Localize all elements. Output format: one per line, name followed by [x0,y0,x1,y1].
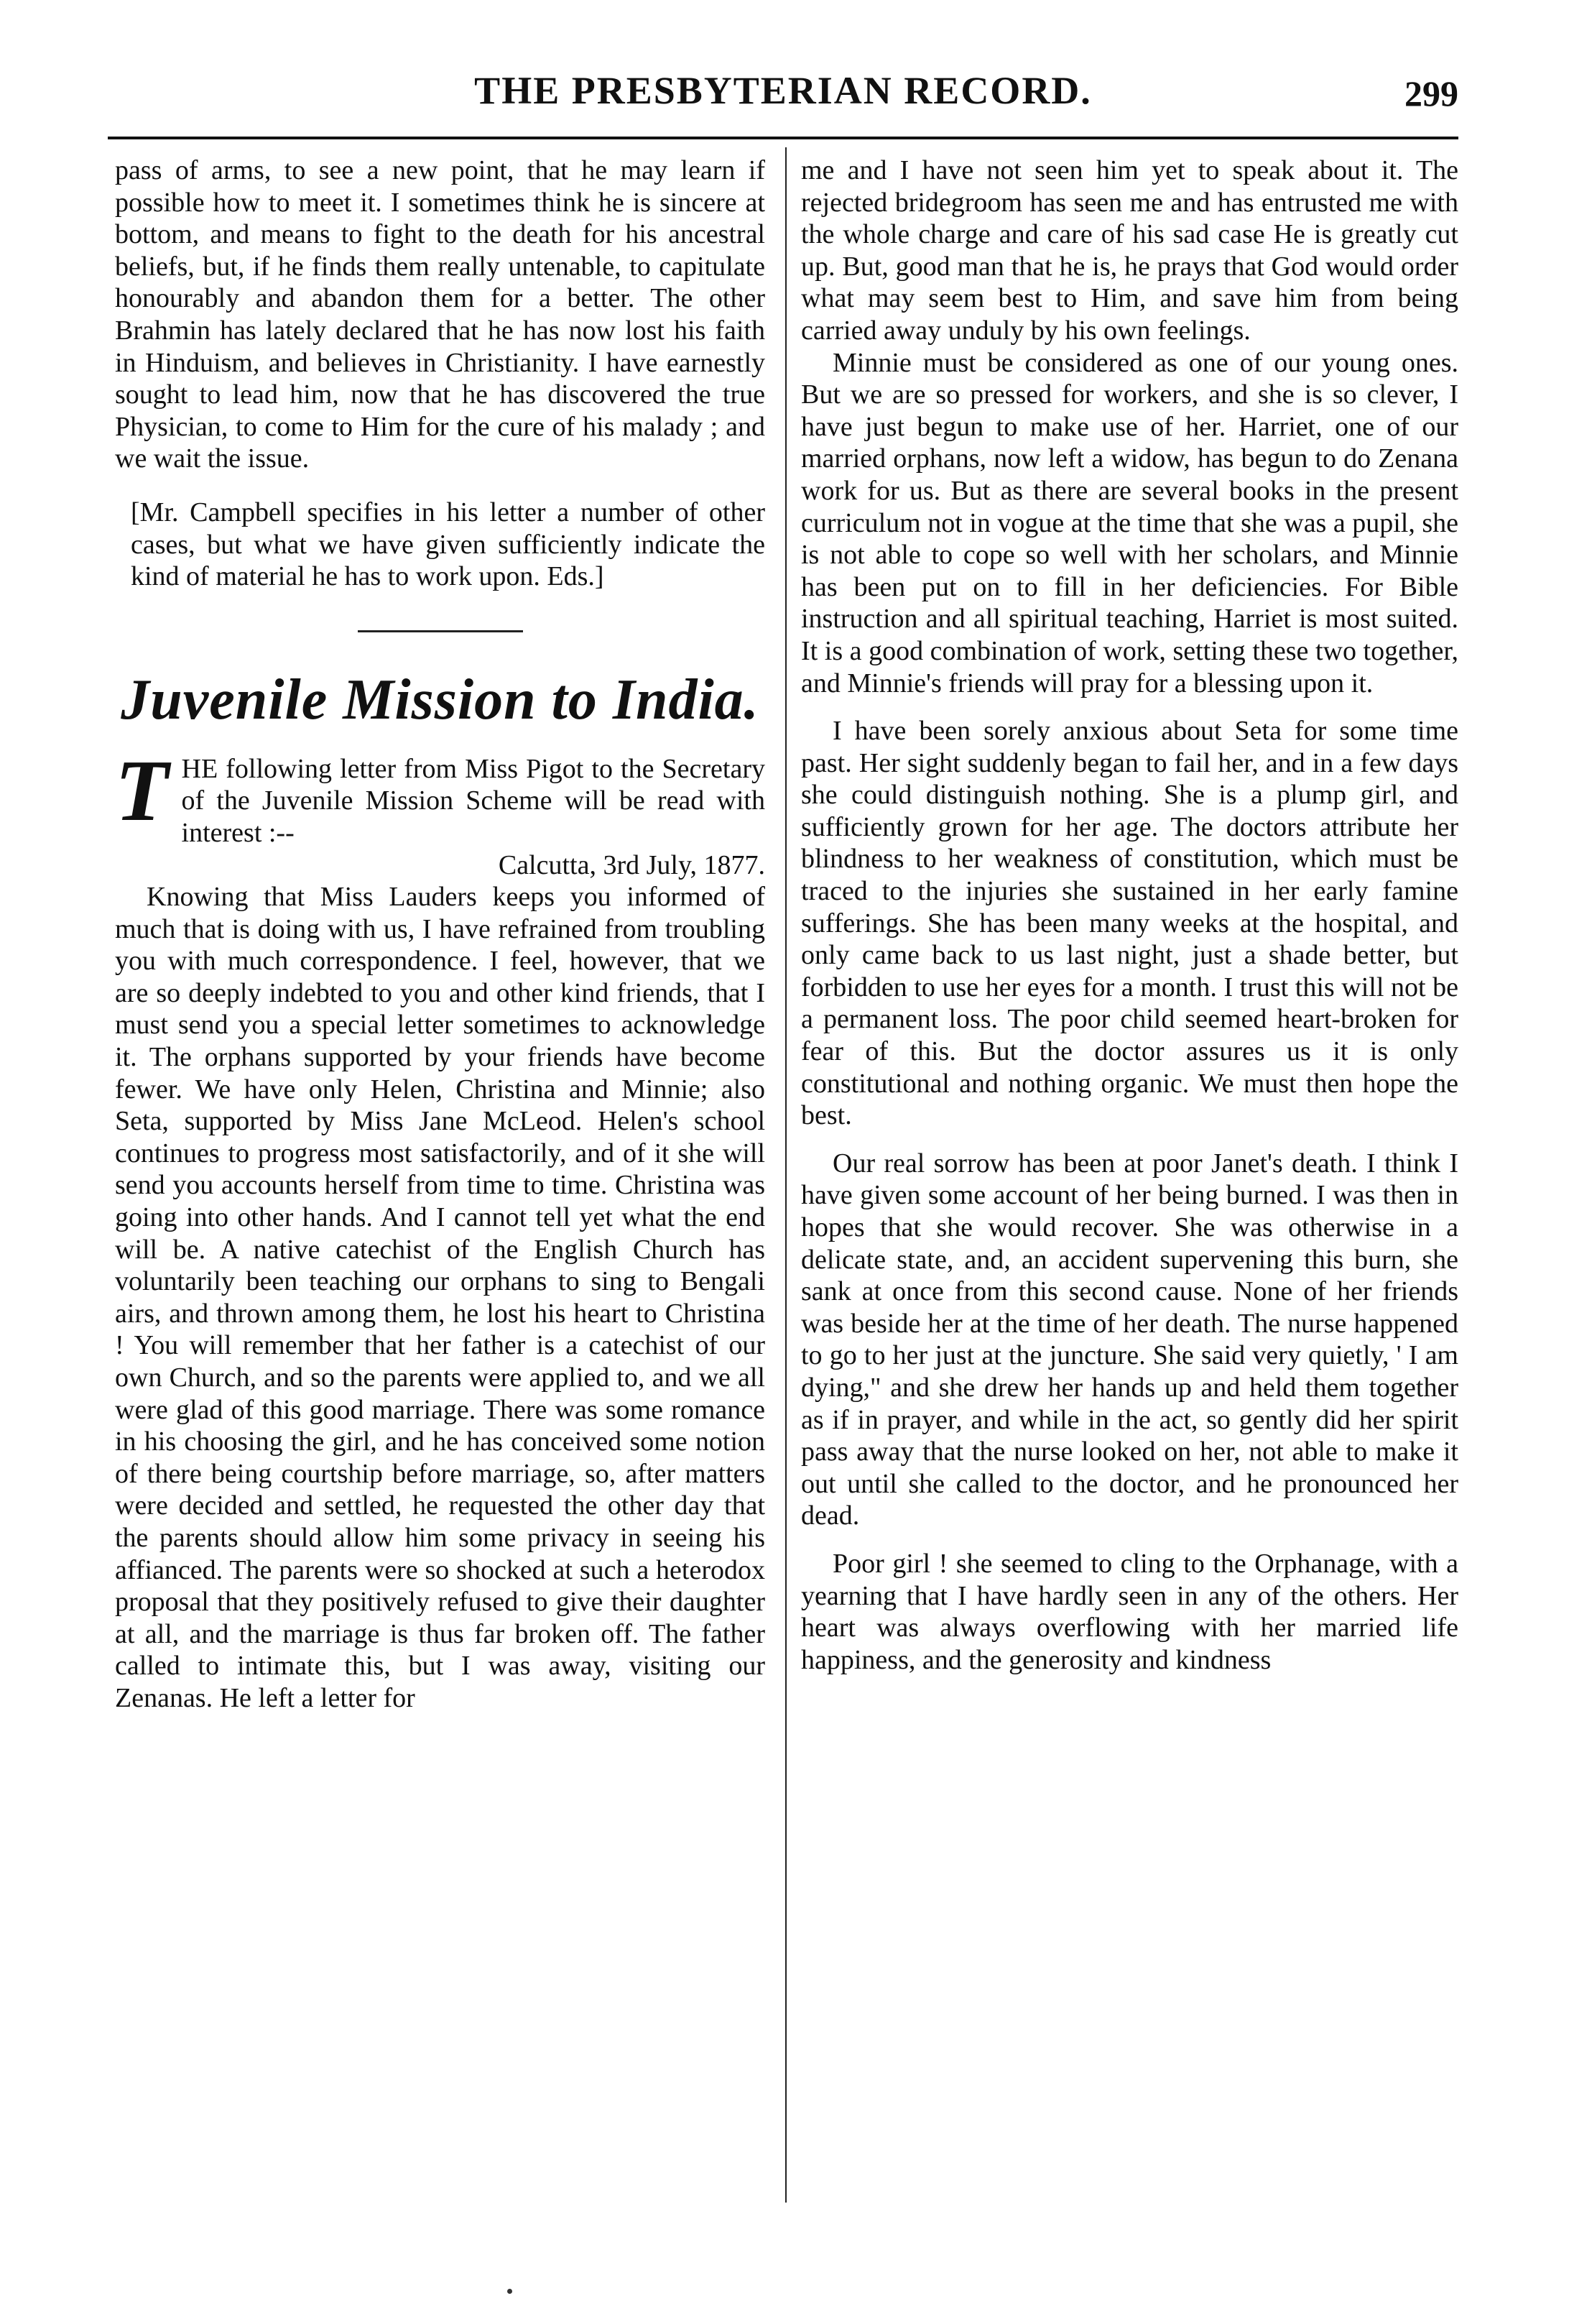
editorial-note [115,497,765,593]
section-separator [358,630,523,632]
drop-cap: T [115,752,169,839]
right-paragraph-3: I have been sorely anxious about Seta for some time past. Her sight suddenly began to fail her, and in a few days she could distinguish nothing. She is a plump girl, and sufficiently grown for her age. The doctors attribute her blindness to her weakness of constitution, which must be traced to the injuries she sustained in her early famine sufferings. She has been many weeks at the hospital, and only came back to us last night, just a shade better, but forbidden to use her eyes for a month. I trust this will not be a permanent loss. The poor child seemed heart-broken for fear of this. But the doctor assures us it is only constitutional and nothing organic. We must then hope the best. [801,716,1458,1131]
right-paragraph-2: Minnie must be considered as one of our young ones. But we are so pressed for workers, and she is so clever, I have just begun to make use of her. Harriet, one of our married orphans, now left a widow, has begun to do Zenana work for us. But as there are several books in the present curriculum not in vogue at the time that she was a pupil, she is not able to cope so well with her scholars, and Minnie has been put on to fill in her deficiencies. For Bible instruction and all spiritual teaching, Harriet is most suited. It is a good combination of work, setting these two together, and Minnie's friends will pray for a blessing upon it. [801,347,1458,698]
right-paragraph-1: me and I have not seen him yet to speak about it. The rejected bridegroom has seen me and has entrusted me with the whole charge and care of his sad case He is greatly cut up. But, good man that he is, he prays that God would order what may seem best to Him, and save him from being carried away unduly by his own feelings. [801,155,1458,346]
right-paragraph-5: Poor girl ! she seemed to cling to the Orphanage, with a yearning that I have hardly seen in any of the others. Her heart was always overflowing with her married life happiness, and the generosity and kindness [801,1548,1458,1675]
letter-dateline: Calcutta, 3rd July, 1877. [498,849,765,880]
intro-paragraph [115,753,765,849]
right-paragraph-4: Our real sorrow has been at poor Janet's death. I think I have given some account of her being burned. I was then in hopes that she would recover. She was otherwise in a delicate state, and, an accident supervening this burn, she sank at once from this second cause. None of her friends was beside her at the time of her death. The nurse happened to go to her just at the juncture. She said very quietly, ' I am dying," and she drew her hands up and held them together as if in prayer, and while in the act, so gently did her spirit pass away that the nurse looked on her, not able to make it out until she called to the doctor, and he pronounced her dead. [801,1148,1458,1531]
page-number: 299 [1404,73,1458,114]
running-title: THE PRESBYTERIAN RECORD. [474,69,1092,112]
right-column [801,155,1458,1676]
left-paragraph-1: pass of arms, to see a new point, that he may learn if possible how to meet it. I sometimes think he is sincere at bottom, and means to fight to the death for his ancestral beliefs, but, if he finds them really untenable, to capitulate honourably and abandon them for a better. The other Brahmin has lately declared that he has now lost his faith in Hinduism, and believes in Christianity. I have earnestly sought to lead him, now that he has discovered the true Physician, to come to Him for the cure of his malady ; and we wait the issue. [115,155,765,474]
editorial-note-signature: Eds.] [547,561,604,592]
left-column [115,155,765,1715]
intro-text: HE following letter from Miss Pigot to the Secretary of the Juvenile Mission Scheme will be read with interest :-- [181,753,765,848]
section-heading: Juvenile Mission to India. [121,668,759,732]
editorial-note-text: [Mr. Campbell specifies in his letter a number of other cases, but what we have given sufficiently indicate the kind of material he has to work upon. [131,497,765,592]
column-divider [785,147,787,2203]
print-mark [507,2289,512,2294]
header-rule [108,137,1458,139]
left-paragraph-2: Knowing that Miss Lauders keeps you informed of much that is doing with us, I have refrained from troubling you with much correspondence. I feel, however, that we are so deeply indebted to you and other kind friends, that I must send you a special letter sometimes to acknowledge it. The orphans supported by your friends have become fewer. We have only Helen, Christina and Minnie; also Seta, supported by Miss Jane McLeod. Helen's school continues to progress most satisfactorily, and of it she will send you accounts herself from time to time. Christina was going into other hands. And I cannot tell yet what the end will be. A native catechist of the English Church has voluntarily been teaching our orphans to sing to Bengali airs, and thrown among them, he lost his heart to Christina ! You will remember that her father is a catechist of our own Church, and so the parents were applied to, and we all were glad of this good marriage. There was some romance in his choosing the girl, and he has conceived some notion of there being courtship before marriage, so, after matters were decided and settled, he requested the other day that the parents should allow him some privacy in seeing his affianced. The parents were so shocked at such a heterodox proposal that they positively refused to give their daughter at all, and the marriage is thus far broken off. The father called to intimate this, but I was away, visiting our Zenanas. He left a letter for [115,882,765,1713]
page-header [108,68,1458,119]
